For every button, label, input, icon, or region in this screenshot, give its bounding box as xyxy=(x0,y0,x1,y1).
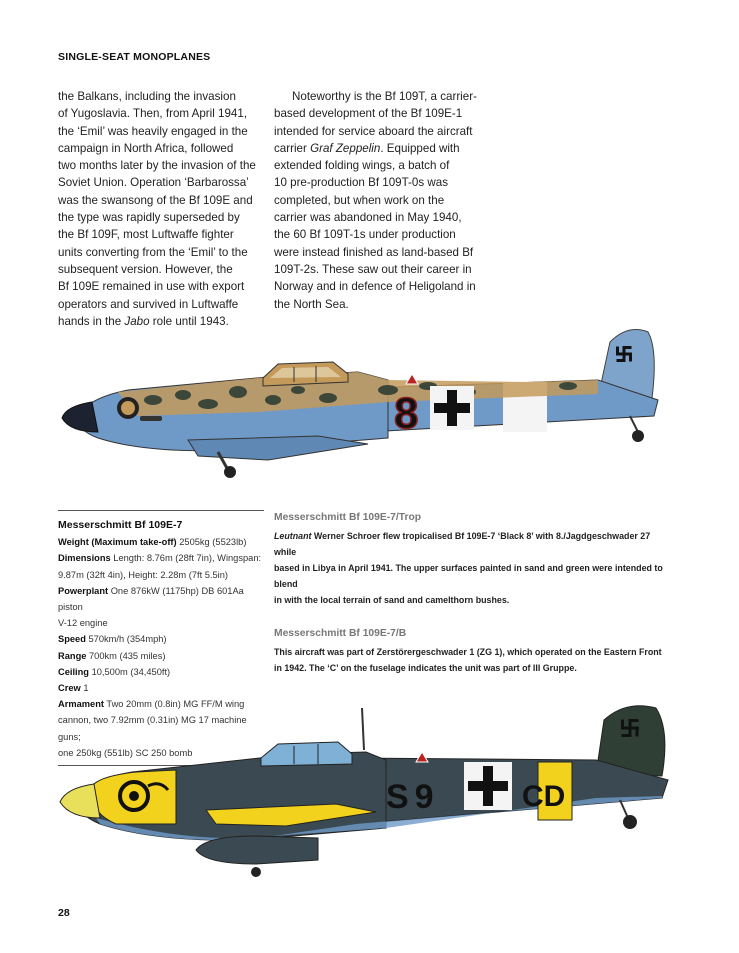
spec-value: 1 xyxy=(80,683,89,694)
caption-line: in with the local terrain of sand and camelthorn bushes. xyxy=(274,595,510,605)
caption-trop xyxy=(274,510,664,608)
body-line: Bf 109E remained in use with export xyxy=(58,280,245,294)
text-span: role until 1943. xyxy=(149,314,229,328)
spec-crew xyxy=(58,680,264,696)
spec-range xyxy=(58,648,264,664)
caption-title: Messerschmitt Bf 109E-7/Trop xyxy=(274,512,422,523)
body-line: were instead finished as land-based Bf xyxy=(274,245,474,259)
italic-term: Graf Zeppelin xyxy=(310,141,381,155)
spec-armament-cont: cannon, two 7.92mm (0.31in) MG 17 machine guns; xyxy=(58,715,247,742)
spec-weight xyxy=(58,534,264,550)
body-line: Norway and in defence of Heligoland in xyxy=(274,280,476,294)
body-line: Soviet Union. Operation ‘Barbarossa’ xyxy=(58,176,249,190)
spec-label: Dimensions xyxy=(58,553,111,564)
spec-label: Weight (Maximum take-off) xyxy=(58,537,177,548)
spec-value: Length: 8.76m (28ft 7in), Wingspan: xyxy=(110,553,262,564)
body-line: the ‘Emil’ was heavily engaged in the xyxy=(58,124,248,138)
text-span: hands in the xyxy=(58,314,125,328)
body-line: completed, but when work on the xyxy=(274,193,445,207)
body-line: based development of the Bf 109E-1 xyxy=(274,107,463,121)
italic-term: Jabo xyxy=(124,314,150,328)
spec-powerplant xyxy=(58,583,264,615)
body-column-right xyxy=(274,88,484,313)
italic-rank: Leutnant xyxy=(274,531,312,541)
spec-ceiling xyxy=(58,664,264,680)
specs-title: Messerschmitt Bf 109E-7 xyxy=(58,519,183,531)
text-span: carrier xyxy=(274,141,311,155)
aircraft-code-left: S9 xyxy=(386,778,440,816)
body-line: 10 pre-production Bf 109T-0s was xyxy=(274,176,449,190)
body-line: carrier was abandoned in May 1940, xyxy=(274,211,462,225)
spec-value: 700km (435 miles) xyxy=(86,650,166,661)
aircraft-code-right: CD xyxy=(522,780,566,813)
spec-value: 570km/h (354mph) xyxy=(85,634,167,645)
body-line: intended for service aboard the aircraft xyxy=(274,124,473,138)
body-line: campaign in North Africa, followed xyxy=(58,141,234,155)
aircraft-illustration-b xyxy=(56,700,686,885)
body-line: was the swansong of the Bf 109E and xyxy=(58,193,253,207)
body-line: the type was rapidly superseded by xyxy=(58,211,240,225)
caption-b xyxy=(274,626,664,676)
spec-armament-cont: one 250kg (551lb) SC 250 bomb xyxy=(58,747,193,758)
page-number: 28 xyxy=(58,907,70,919)
spec-value: Two 20mm (0.8in) MG FF/M wing xyxy=(103,699,245,710)
running-head: SINGLE-SEAT MONOPLANES xyxy=(58,51,211,63)
spec-dimensions xyxy=(58,550,264,566)
spec-value: 2505kg (5523lb) xyxy=(176,537,247,548)
body-column-left xyxy=(58,88,264,330)
text-span: Noteworthy is the Bf 109T, a carrier- xyxy=(292,90,477,103)
spec-label: Ceiling xyxy=(58,666,89,677)
caption-line: This aircraft was part of Zerstörergeschwader 1 (ZG 1), which operated on the Eastern Front xyxy=(274,647,662,657)
aircraft-illustration-trop xyxy=(58,320,678,480)
spec-label: Range xyxy=(58,650,87,661)
body-line: extended folding wings, a batch of xyxy=(274,159,450,173)
caption-line: based in Libya in April 1941. The upper surfaces painted in sand and green were intended to blend xyxy=(274,563,663,589)
fin-marking xyxy=(616,346,632,362)
body-line: two months later by the invasion of the xyxy=(58,159,256,173)
spec-speed xyxy=(58,631,264,647)
caption-line xyxy=(274,528,664,560)
body-line: of Yugoslavia. Then, from April 1941, xyxy=(58,107,248,121)
spec-label: Powerplant xyxy=(58,585,109,596)
caption-title: Messerschmitt Bf 109E-7/B xyxy=(274,628,407,639)
body-line xyxy=(274,88,484,105)
body-line: units converting from the ‘Emil’ to the xyxy=(58,245,248,259)
text-span: Werner Schroer flew tropicalised Bf 109E-7 ‘Black 8’ with 8./Jagdgeschwader 27 while xyxy=(274,531,651,557)
spec-label: Armament xyxy=(58,699,104,710)
body-line: the 60 Bf 109T-1s under production xyxy=(274,228,456,242)
fin-marking xyxy=(621,719,639,737)
body-line: subsequent version. However, the xyxy=(58,262,233,276)
caption-line: in 1942. The ‘C’ on the fuselage indicates the unit was part of III Gruppe. xyxy=(274,663,577,673)
spec-value: 10,500m (34,450ft) xyxy=(89,666,171,677)
text-span: . Equipped with xyxy=(380,141,460,155)
aircraft-code-black-8: 8 xyxy=(394,389,419,438)
spec-label: Crew xyxy=(58,683,81,694)
body-line: operators and survived in Luftwaffe xyxy=(58,297,239,311)
body-line: the Balkans, including the invasion xyxy=(58,90,236,103)
body-line xyxy=(274,140,484,157)
spec-powerplant-cont: V-12 engine xyxy=(58,618,108,629)
spec-dimensions-cont: 9.87m (32ft 4in), Height: 2.28m (7ft 5.5in) xyxy=(58,569,229,580)
body-line: 109T-2s. These saw out their career in xyxy=(274,262,472,276)
spec-label: Speed xyxy=(58,634,86,645)
body-line: the North Sea. xyxy=(274,297,349,311)
body-line: the Bf 109F, most Luftwaffe fighter xyxy=(58,228,234,242)
spec-value: One 876kW (1175hp) DB 601Aa piston xyxy=(58,585,244,613)
